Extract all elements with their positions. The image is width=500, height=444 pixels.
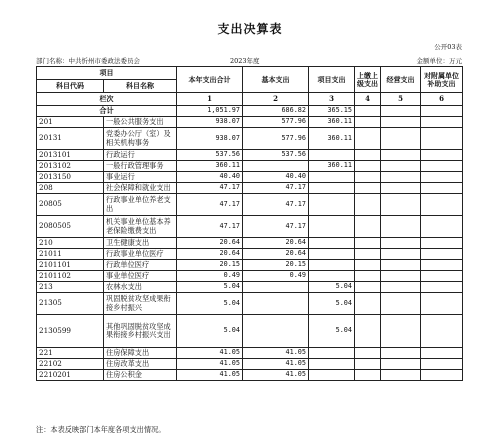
column-index: 2	[243, 93, 309, 106]
row-subsidy	[421, 216, 463, 238]
row-name: 住房保障支出	[104, 348, 177, 359]
page-title: 支出决算表	[217, 22, 283, 36]
expenditure-table	[36, 66, 463, 381]
row-code: 2013101	[37, 150, 104, 161]
row-basic: 47.17	[243, 194, 309, 216]
row-business	[381, 216, 421, 238]
total-cell: 1,051.97	[177, 106, 243, 117]
row-basic: 577.96	[243, 128, 309, 150]
row-upper	[355, 271, 381, 282]
row-basic: 0.49	[243, 271, 309, 282]
row-name: 机关事业单位基本养老保险缴费支出	[104, 216, 177, 238]
row-project: 5.04	[309, 293, 355, 315]
row-total: 0.49	[177, 271, 243, 282]
column-index: 6	[421, 93, 463, 106]
header-basic: 基本支出	[243, 67, 309, 93]
table-row	[37, 282, 463, 293]
row-project: 5.04	[309, 315, 355, 348]
row-upper	[355, 260, 381, 271]
row-business	[381, 150, 421, 161]
row-upper	[355, 161, 381, 172]
row-name: 行政运行	[104, 150, 177, 161]
row-basic: 41.05	[243, 370, 309, 381]
row-subsidy	[421, 128, 463, 150]
row-upper	[355, 216, 381, 238]
row-business	[381, 370, 421, 381]
column-index: 1	[177, 93, 243, 106]
row-business	[381, 293, 421, 315]
row-basic: 40.40	[243, 172, 309, 183]
row-name: 社会保障和就业支出	[104, 183, 177, 194]
table-row	[37, 359, 463, 370]
row-code: 2080505	[37, 216, 104, 238]
row-name: 行政事业单位医疗	[104, 249, 177, 260]
footnote: 注：本表反映部门本年度各项支出情况。	[36, 425, 166, 434]
row-subsidy	[421, 238, 463, 249]
row-code: 201	[37, 117, 104, 128]
total-row	[37, 106, 463, 117]
row-name: 巩固脱贫攻坚成果衔接乡村振兴	[104, 293, 177, 315]
row-project	[309, 249, 355, 260]
row-subsidy	[421, 315, 463, 348]
table-body	[37, 106, 463, 381]
table-row	[37, 249, 463, 260]
row-upper	[355, 315, 381, 348]
row-upper	[355, 128, 381, 150]
row-basic: 20.15	[243, 260, 309, 271]
row-subsidy	[421, 172, 463, 183]
header-code: 科目代码	[37, 80, 104, 93]
row-code: 2101102	[37, 271, 104, 282]
row-subsidy	[421, 282, 463, 293]
row-subsidy	[421, 150, 463, 161]
table-row	[37, 128, 463, 150]
row-upper	[355, 293, 381, 315]
row-name: 行政事业单位养老支出	[104, 194, 177, 216]
row-total: 938.07	[177, 128, 243, 150]
total-cell	[421, 106, 463, 117]
row-total: 360.11	[177, 161, 243, 172]
row-business	[381, 161, 421, 172]
row-code: 213	[37, 282, 104, 293]
row-code: 221	[37, 348, 104, 359]
row-name: 其他巩固脱贫攻坚成果衔接乡村振兴支出	[104, 315, 177, 348]
table-row	[37, 293, 463, 315]
row-name: 卫生健康支出	[104, 238, 177, 249]
row-subsidy	[421, 293, 463, 315]
row-total: 47.17	[177, 194, 243, 216]
row-name: 事业单位医疗	[104, 271, 177, 282]
row-business	[381, 348, 421, 359]
table-row	[37, 370, 463, 381]
row-name: 行政单位医疗	[104, 260, 177, 271]
row-project	[309, 260, 355, 271]
column-index: 5	[381, 93, 421, 106]
row-business	[381, 282, 421, 293]
amount-unit: 金额单位：万元	[416, 57, 462, 65]
header-total: 本年支出合计	[177, 67, 243, 93]
row-subsidy	[421, 260, 463, 271]
table-row	[37, 216, 463, 238]
row-name: 一般公共服务支出	[104, 117, 177, 128]
row-code: 2130599	[37, 315, 104, 348]
row-basic: 47.17	[243, 183, 309, 194]
table-row	[37, 117, 463, 128]
row-project	[309, 183, 355, 194]
row-project: 5.04	[309, 282, 355, 293]
row-project	[309, 370, 355, 381]
row-basic	[243, 161, 309, 172]
row-upper	[355, 117, 381, 128]
row-project	[309, 194, 355, 216]
header-project-exp: 项目支出	[309, 67, 355, 93]
header-upper: 上缴上级支出	[355, 67, 381, 93]
table-row	[37, 194, 463, 216]
row-business	[381, 183, 421, 194]
department-name: 部门名称：中共忻州市委政法委员会	[36, 57, 140, 65]
row-business	[381, 249, 421, 260]
row-code: 2013102	[37, 161, 104, 172]
row-code: 208	[37, 183, 104, 194]
row-business	[381, 238, 421, 249]
row-project	[309, 216, 355, 238]
row-subsidy	[421, 183, 463, 194]
table-row	[37, 238, 463, 249]
row-project	[309, 359, 355, 370]
row-basic: 41.05	[243, 359, 309, 370]
total-cell	[381, 106, 421, 117]
row-business	[381, 260, 421, 271]
row-code: 22102	[37, 359, 104, 370]
row-upper	[355, 348, 381, 359]
row-total: 5.04	[177, 315, 243, 348]
form-number: 公开03表	[434, 43, 462, 51]
row-total: 41.05	[177, 348, 243, 359]
row-total: 20.64	[177, 238, 243, 249]
row-project	[309, 172, 355, 183]
row-basic: 41.05	[243, 348, 309, 359]
row-subsidy	[421, 348, 463, 359]
row-business	[381, 194, 421, 216]
row-upper	[355, 150, 381, 161]
row-total: 47.17	[177, 183, 243, 194]
row-project: 360.11	[309, 128, 355, 150]
row-subsidy	[421, 161, 463, 172]
row-total: 47.17	[177, 216, 243, 238]
row-business	[381, 271, 421, 282]
row-name: 事业运行	[104, 172, 177, 183]
row-basic: 20.64	[243, 249, 309, 260]
table-row	[37, 150, 463, 161]
fiscal-year: 2023年度	[230, 57, 260, 65]
row-subsidy	[421, 271, 463, 282]
row-upper	[355, 370, 381, 381]
row-total: 41.05	[177, 370, 243, 381]
total-cell	[355, 106, 381, 117]
row-upper	[355, 238, 381, 249]
row-subsidy	[421, 249, 463, 260]
table-row	[37, 348, 463, 359]
total-label: 合计	[37, 106, 177, 117]
row-name: 住房公积金	[104, 370, 177, 381]
row-upper	[355, 183, 381, 194]
row-project	[309, 348, 355, 359]
table-row	[37, 172, 463, 183]
table-row	[37, 271, 463, 282]
row-business	[381, 117, 421, 128]
row-basic: 20.64	[243, 238, 309, 249]
row-name: 党委办公厅（室）及相关机构事务	[104, 128, 177, 150]
row-total: 537.56	[177, 150, 243, 161]
row-project	[309, 271, 355, 282]
row-name: 一般行政管理事务	[104, 161, 177, 172]
row-name: 农林水支出	[104, 282, 177, 293]
row-subsidy	[421, 370, 463, 381]
row-project: 360.11	[309, 161, 355, 172]
row-business	[381, 315, 421, 348]
table-row	[37, 161, 463, 172]
row-business	[381, 128, 421, 150]
total-cell: 365.15	[309, 106, 355, 117]
total-cell: 686.82	[243, 106, 309, 117]
row-total: 20.64	[177, 249, 243, 260]
row-subsidy	[421, 359, 463, 370]
row-upper	[355, 172, 381, 183]
row-total: 40.40	[177, 172, 243, 183]
column-index: 4	[355, 93, 381, 106]
row-total: 5.04	[177, 293, 243, 315]
row-total: 938.07	[177, 117, 243, 128]
header-name: 科目名称	[104, 80, 177, 93]
row-basic	[243, 282, 309, 293]
row-total: 20.15	[177, 260, 243, 271]
row-code: 20131	[37, 128, 104, 150]
row-code: 20805	[37, 194, 104, 216]
header-subsidy: 对附属单位补助支出	[421, 67, 463, 93]
row-total: 41.05	[177, 359, 243, 370]
row-code: 21305	[37, 293, 104, 315]
row-project	[309, 238, 355, 249]
row-name: 住房改革支出	[104, 359, 177, 370]
row-code: 2013150	[37, 172, 104, 183]
row-upper	[355, 359, 381, 370]
row-basic	[243, 315, 309, 348]
row-basic: 577.96	[243, 117, 309, 128]
column-index: 3	[309, 93, 355, 106]
row-subsidy	[421, 194, 463, 216]
table-row	[37, 260, 463, 271]
row-business	[381, 172, 421, 183]
row-upper	[355, 194, 381, 216]
row-code: 2210201	[37, 370, 104, 381]
table-row	[37, 183, 463, 194]
column-index-label: 栏次	[37, 93, 177, 106]
row-business	[381, 359, 421, 370]
row-code: 21011	[37, 249, 104, 260]
row-upper	[355, 282, 381, 293]
row-total: 5.04	[177, 282, 243, 293]
row-project: 360.11	[309, 117, 355, 128]
row-basic	[243, 293, 309, 315]
row-subsidy	[421, 117, 463, 128]
row-code: 210	[37, 238, 104, 249]
table-row	[37, 315, 463, 348]
row-upper	[355, 249, 381, 260]
row-basic: 47.17	[243, 216, 309, 238]
row-code: 2101101	[37, 260, 104, 271]
row-basic: 537.56	[243, 150, 309, 161]
row-project	[309, 150, 355, 161]
header-project: 项目	[37, 67, 177, 80]
header-business: 经营支出	[381, 67, 421, 93]
